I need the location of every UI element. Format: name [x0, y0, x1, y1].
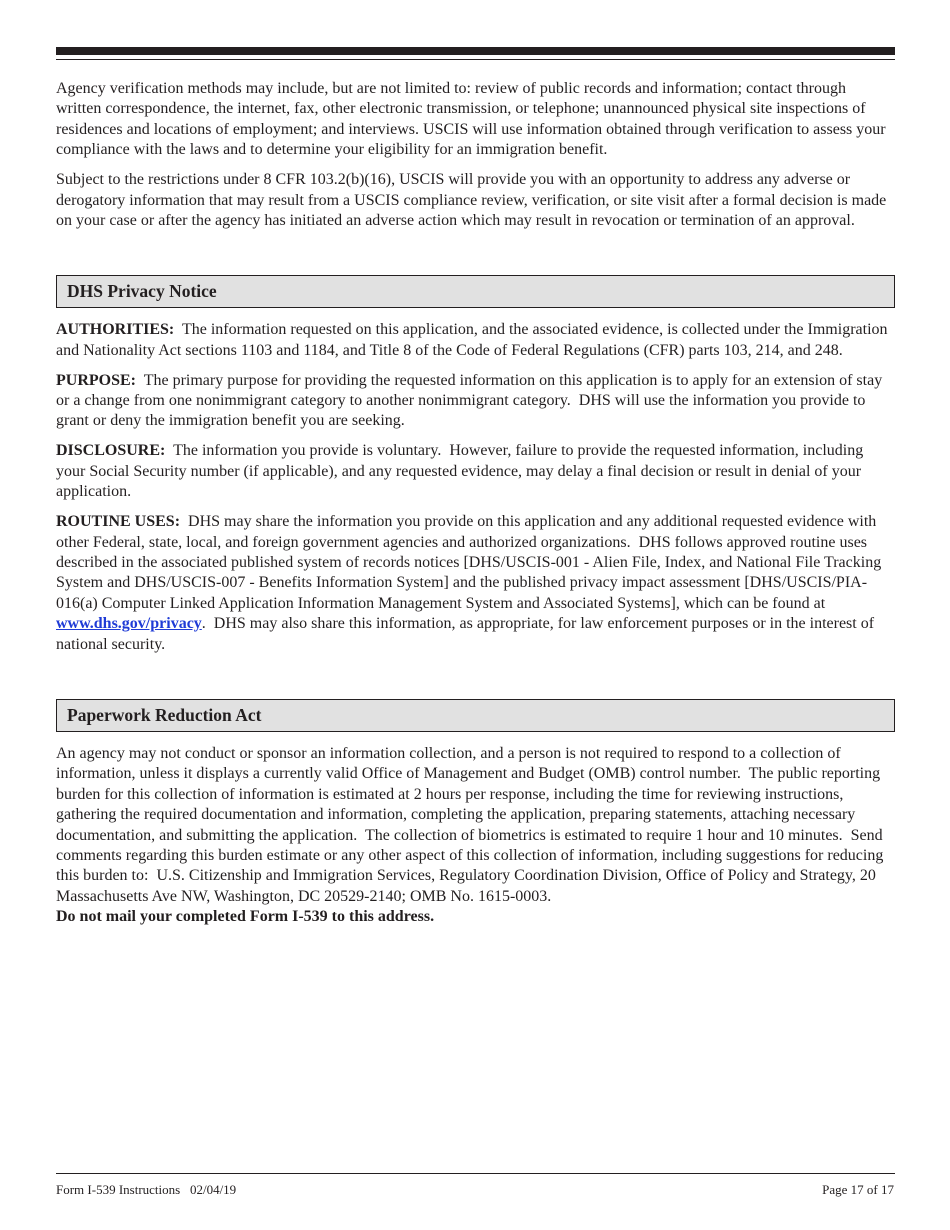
purpose-text: The primary purpose for providing the requested information on this application is to apply for an extension of stay or a change from one nonimmigrant category to another nonimmigrant category. DHS will use the information you provide to grant or deny the immigration benefit you are seeking.	[56, 371, 887, 430]
footer-page-number: Page 17 of 17	[822, 1182, 894, 1197]
routine-uses-label: ROUTINE USES:	[56, 513, 181, 531]
paperwork-text: An agency may not conduct or sponsor an information collection, and a person is not required to respond to a collection of information, unless it displays a currently valid Office of Management and Budget (OMB) control number. The public reporting burden for this collection of information is estimated at 2 hours per response, including the time for reviewing instructions, gathering the required documentation and information, completing the application, preparing statements, attaching necessary documentation, and submitting the application. The collection of biometrics is estimated to require 1 hour and 10 minutes. Send comments regarding this burden estimate or any other aspect of this collection of information, including suggestions for reducing this burden to: U.S. Citizenship and Immigration Services, Regulatory Coordination Division, Office of Policy and Strategy, 20 Massachusetts Ave NW, Washington, DC 20529-2140; OMB No. 1615-0003.	[56, 744, 888, 905]
disclosure-paragraph	[56, 441, 895, 502]
routine-uses-text-before: DHS may share the information you provide on this application and any additional requested evidence with other Federal, state, local, and foreign government agencies and authorized organizations. DHS follows approved routine uses described in the associated published system of records notices [DHS/USCIS-001 - Alien File, Index, and National File Tracking System and DHS/USCIS-007 - Benefits Information System] and the published privacy impact assessment [DHS/USCIS/PIA-016(a) Computer Linked Application Information Management System and Associated Systems], which can be found at	[56, 513, 886, 612]
disclosure-text: The information you provide is voluntary. However, failure to provide the requested information, including your Social Security number (if applicable), and any requested evidence, may delay a final decision or result in denial of your application.	[56, 442, 868, 501]
footer-form-label: Form I-539 Instructions 02/04/19	[56, 1182, 237, 1197]
page-content	[56, 79, 895, 937]
do-not-mail-note: Do not mail your completed Form I-539 to this address.	[56, 908, 435, 926]
authorities-text: The information requested on this application, and the associated evidence, is collected under the Immigration and Nationality Act sections 1103 and 1184, and Title 8 of the Code of Federal Regulations (CFR) parts 103, 214, and 248.	[56, 321, 892, 359]
authorities-paragraph	[56, 320, 895, 361]
top-rule-thick	[56, 47, 895, 55]
privacy-link[interactable]: www.dhs.gov/privacy	[56, 615, 202, 633]
purpose-label: PURPOSE:	[56, 371, 136, 389]
top-rule-thin	[56, 59, 895, 60]
paperwork-paragraph	[56, 744, 895, 928]
purpose-paragraph	[56, 371, 895, 432]
routine-uses-paragraph	[56, 512, 895, 655]
disclosure-label: DISCLOSURE:	[56, 442, 166, 460]
routine-uses-text-after: . DHS may also share this information, as appropriate, for law enforcement purposes or in the interest of national security.	[56, 615, 879, 653]
footer-rule	[56, 1173, 895, 1174]
authorities-label: AUTHORITIES:	[56, 321, 175, 339]
privacy-notice-header: DHS Privacy Notice	[56, 275, 895, 308]
paperwork-reduction-header: Paperwork Reduction Act	[56, 699, 895, 732]
adverse-information-paragraph: Subject to the restrictions under 8 CFR 103.2(b)(16), USCIS will provide you with an opportunity to address any adverse or derogatory information that may result from a USCIS compliance review, verification, or site visit after a formal decision is made on your case or after the agency has initiated an adverse action which may result in revocation or termination of an approval.	[56, 171, 887, 229]
verification-methods-paragraph: Agency verification methods may include, but are not limited to: review of public records and information; contact through written correspondence, the internet, fax, other electronic transmission, or telephone; unannounced physical site inspections of residences and locations of employment; and interviews. USCIS will use information obtained through verification to assess your compliance with the laws and to determine your eligibility for an immigration benefit.	[56, 80, 886, 159]
